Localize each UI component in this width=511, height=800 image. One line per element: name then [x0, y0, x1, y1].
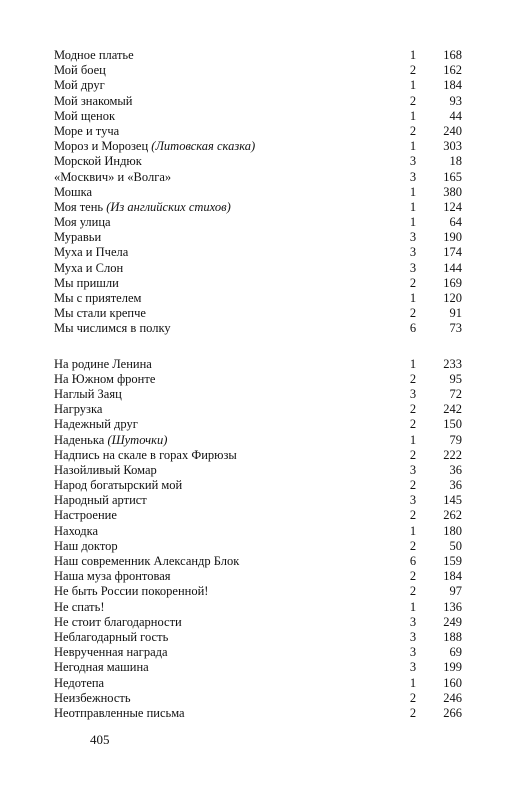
entry-page: 180 — [443, 523, 462, 538]
index-entry — [54, 124, 462, 139]
entry-volume: 2 — [409, 447, 417, 462]
entry-title-text: Мой друг — [54, 78, 105, 93]
entry-page: 184 — [443, 78, 462, 93]
entry-volume: 3 — [409, 493, 417, 508]
entry-title-text: Наша муза фронтовая — [54, 569, 171, 584]
entry-page: 174 — [443, 245, 462, 260]
entry-page: 136 — [443, 599, 462, 614]
entry-title-text: Мы числимся в полку — [54, 321, 171, 336]
entry-title — [54, 109, 115, 124]
entry-title-text: Наденька — [54, 432, 108, 447]
entry-page: 188 — [443, 629, 462, 644]
entry-page: 199 — [443, 660, 462, 675]
entry-title — [54, 124, 119, 139]
entry-title-text: Муха и Слон — [54, 260, 124, 275]
index-entry — [54, 600, 462, 615]
entry-title — [54, 291, 141, 306]
index-entry — [54, 706, 462, 721]
entry-page: 246 — [443, 690, 462, 705]
entry-page: 93 — [449, 93, 462, 108]
entry-volume: 2 — [409, 402, 417, 417]
entry-title-text: Моя тень — [54, 199, 107, 214]
index-entry — [54, 78, 462, 93]
index-entry — [54, 215, 462, 230]
entry-title-text: Народный артист — [54, 493, 147, 508]
entry-volume: 2 — [409, 63, 417, 78]
entry-title — [54, 524, 98, 539]
entry-page: 36 — [449, 462, 462, 477]
index-entries — [54, 48, 462, 721]
index-entry — [54, 493, 462, 508]
entry-title — [54, 230, 101, 245]
entry-title — [54, 387, 122, 402]
entry-title — [54, 478, 182, 493]
entry-volume: 1 — [409, 523, 417, 538]
index-entry — [54, 48, 462, 63]
entry-page: 124 — [443, 199, 462, 214]
entry-page: 145 — [443, 493, 462, 508]
index-entry — [54, 584, 462, 599]
entry-title-text: Настроение — [54, 508, 117, 523]
index-entry — [54, 200, 462, 215]
entry-volume: 1 — [409, 599, 417, 614]
entry-title — [54, 569, 171, 584]
index-entry — [54, 387, 462, 402]
entry-page: 120 — [443, 291, 462, 305]
entry-title — [54, 306, 146, 321]
entry-volume: 3 — [409, 245, 417, 260]
entry-title — [54, 321, 171, 336]
entry-title-text: Негодная машина — [54, 660, 149, 675]
entry-volume: 2 — [409, 569, 417, 584]
index-entry — [54, 676, 462, 691]
index-entry — [54, 154, 462, 169]
entry-title — [54, 63, 106, 78]
index-entry — [54, 478, 462, 493]
entry-title-text: Надпись на скале в горах Фирюзы — [54, 447, 237, 462]
entry-title — [54, 539, 118, 554]
entry-title-text: Недотепа — [54, 675, 105, 690]
entry-volume: 2 — [409, 123, 417, 138]
entry-page: 144 — [443, 260, 462, 275]
entry-page: 168 — [443, 48, 462, 62]
entry-page: 18 — [449, 154, 462, 169]
index-entry — [54, 245, 462, 260]
entry-title-text: Мы пришли — [54, 275, 119, 290]
entry-title-text: Неблагодарный гость — [54, 629, 169, 644]
index-entry — [54, 321, 462, 336]
index-entry — [54, 508, 462, 523]
entry-title-text: Наш современник Александр Блок — [54, 554, 240, 568]
entry-page: 36 — [449, 478, 462, 493]
index-entry — [54, 524, 462, 539]
index-entry — [54, 372, 462, 387]
index-entry — [54, 276, 462, 291]
entry-title-text: Не стоит благодарности — [54, 614, 182, 629]
index-entry — [54, 63, 462, 78]
entry-title — [54, 215, 111, 230]
entry-volume: 2 — [409, 275, 417, 290]
entry-title-text: Мы стали крепче — [54, 306, 146, 321]
entry-volume: 3 — [409, 462, 417, 477]
entry-title-text: Морской Индюк — [54, 154, 142, 169]
entry-volume: 1 — [409, 199, 417, 214]
entry-page: 95 — [449, 371, 462, 386]
entry-page: 79 — [449, 432, 462, 447]
index-entry — [54, 185, 462, 200]
entry-title — [54, 48, 134, 63]
entry-volume: 1 — [409, 48, 417, 62]
entry-title-text: Мой боец — [54, 63, 106, 78]
entry-volume: 2 — [409, 478, 417, 493]
index-entry — [54, 645, 462, 660]
entry-page: 165 — [443, 169, 462, 184]
entry-note: (Литовская сказка) — [151, 139, 256, 154]
entry-title — [54, 691, 131, 706]
entry-volume: 3 — [409, 260, 417, 275]
entry-page: 169 — [443, 275, 462, 290]
entry-volume: 1 — [409, 291, 417, 305]
entry-title-text: Море и туча — [54, 123, 120, 138]
entry-title-text: Неотправленные письма — [54, 705, 185, 720]
index-entry — [54, 139, 462, 154]
entry-page: 222 — [443, 447, 462, 462]
entry-volume: 2 — [409, 417, 417, 432]
entry-page: 97 — [449, 584, 462, 599]
entry-title-text: Не быть России покоренной! — [54, 584, 209, 599]
entry-page: 242 — [443, 402, 462, 417]
entry-page: 233 — [443, 356, 462, 371]
entry-title — [54, 402, 102, 417]
index-entry — [54, 569, 462, 584]
page-number: 405 — [90, 732, 110, 747]
entry-page: 72 — [449, 386, 462, 401]
index-entry — [54, 357, 462, 372]
entry-title-text: Неврученная награда — [54, 645, 168, 660]
entry-page: 380 — [443, 184, 462, 199]
entry-title — [54, 600, 105, 615]
entry-title — [54, 676, 104, 691]
entry-title-text: Мошка — [54, 184, 93, 199]
entry-title-text: На Южном фронте — [54, 371, 156, 386]
section-gap — [54, 337, 462, 357]
entry-title-text: Мы с приятелем — [54, 291, 142, 305]
entry-volume: 2 — [409, 508, 417, 523]
entry-title-text: Мой знакомый — [54, 93, 133, 108]
index-entry — [54, 170, 462, 185]
entry-title — [54, 276, 119, 291]
entry-page: 262 — [443, 508, 462, 523]
entry-title — [54, 200, 231, 215]
index-entry — [54, 463, 462, 478]
entry-volume: 3 — [409, 660, 417, 675]
index-entry — [54, 554, 462, 569]
entry-volume: 2 — [409, 538, 417, 553]
entry-note: (Из английских стихов) — [106, 199, 231, 214]
entry-title-text: Назойливый Комар — [54, 462, 157, 477]
entry-title-text: Надежный друг — [54, 417, 138, 432]
entry-page: 184 — [443, 569, 462, 584]
entry-title — [54, 630, 168, 645]
index-entry — [54, 230, 462, 245]
entry-page: 150 — [443, 417, 462, 432]
entry-title — [54, 433, 167, 448]
entry-note: (Шуточки) — [107, 432, 168, 447]
entry-volume: 2 — [409, 93, 417, 108]
entry-volume: 3 — [409, 629, 417, 644]
entry-title-text: Мой щенок — [54, 108, 116, 123]
entry-volume: 1 — [409, 139, 417, 154]
index-entry — [54, 448, 462, 463]
entry-title — [54, 645, 168, 660]
entry-title-text: Неизбежность — [54, 690, 131, 705]
entry-title-text: Находка — [54, 523, 99, 538]
entry-page: 160 — [443, 675, 462, 690]
entry-title-text: На родине Ленина — [54, 356, 152, 371]
entry-volume: 1 — [409, 78, 417, 93]
entry-volume: 1 — [409, 675, 417, 690]
entry-title — [54, 78, 105, 93]
entry-title-text: Наглый Заяц — [54, 386, 122, 401]
index-entry — [54, 109, 462, 124]
entry-volume: 1 — [409, 432, 417, 447]
entry-volume: 3 — [409, 386, 417, 401]
entry-volume: 6 — [409, 321, 417, 336]
entry-title — [54, 615, 182, 630]
entry-volume: 1 — [409, 356, 417, 371]
entry-volume: 2 — [409, 306, 417, 321]
entry-title — [54, 448, 237, 463]
entry-volume: 2 — [409, 690, 417, 705]
index-entry — [54, 691, 462, 706]
entry-volume: 2 — [409, 371, 417, 386]
entry-page: 44 — [449, 108, 462, 123]
entry-title — [54, 508, 117, 523]
entry-title — [54, 417, 138, 432]
index-entry — [54, 630, 462, 645]
index-entry — [54, 433, 462, 448]
index-entry — [54, 539, 462, 554]
entry-title — [54, 463, 157, 478]
entry-page: 162 — [443, 63, 462, 78]
entry-page: 64 — [449, 215, 462, 230]
entry-page: 159 — [443, 554, 462, 568]
index-entry — [54, 291, 462, 306]
entry-page: 50 — [449, 538, 462, 553]
entry-title-text: Муравьи — [54, 230, 102, 245]
entry-title — [54, 357, 152, 372]
entry-volume: 3 — [409, 645, 417, 660]
entry-volume: 3 — [409, 154, 417, 169]
entry-title-text: Не спать! — [54, 599, 105, 614]
entry-volume: 6 — [409, 554, 417, 568]
entry-title — [54, 154, 142, 169]
entry-title-text: Муха и Пчела — [54, 245, 129, 260]
entry-title — [54, 261, 123, 276]
entry-title — [54, 660, 149, 675]
entry-title-text: «Москвич» и «Волга» — [54, 169, 172, 184]
entry-volume: 1 — [409, 215, 417, 230]
entry-title — [54, 94, 133, 109]
index-entry — [54, 402, 462, 417]
entry-title — [54, 139, 255, 154]
entry-title — [54, 245, 128, 260]
index-entry — [54, 660, 462, 675]
entry-volume: 1 — [409, 184, 417, 199]
entry-title-text: Мороз и Морозец — [54, 139, 152, 154]
entry-title-text: Народ богатырский мой — [54, 478, 183, 493]
index-entry — [54, 261, 462, 276]
entry-volume: 1 — [409, 108, 417, 123]
entry-title-text: Наш доктор — [54, 538, 118, 553]
entry-volume: 3 — [409, 230, 417, 245]
entry-volume: 2 — [409, 705, 417, 720]
entry-volume: 3 — [409, 169, 417, 184]
entry-title — [54, 584, 208, 599]
entry-title-text: Нагрузка — [54, 402, 103, 417]
entry-page: 303 — [443, 139, 462, 154]
entry-title-text: Модное платье — [54, 48, 134, 62]
entry-page: 249 — [443, 614, 462, 629]
entry-page: 190 — [443, 230, 462, 245]
entry-title — [54, 554, 239, 569]
entry-volume: 2 — [409, 584, 417, 599]
entry-title — [54, 493, 147, 508]
entry-title — [54, 372, 155, 387]
index-entry — [54, 94, 462, 109]
entry-title — [54, 170, 171, 185]
index-entry — [54, 615, 462, 630]
entry-page: 266 — [443, 705, 462, 720]
entry-page: 240 — [443, 123, 462, 138]
entry-page: 73 — [449, 321, 462, 336]
entry-title — [54, 185, 92, 200]
index-entry — [54, 306, 462, 321]
entry-title-text: Моя улица — [54, 215, 111, 230]
entry-page: 91 — [449, 306, 462, 321]
index-entry — [54, 417, 462, 432]
entry-volume: 3 — [409, 614, 417, 629]
entry-title — [54, 706, 185, 721]
entry-page: 69 — [449, 645, 462, 660]
